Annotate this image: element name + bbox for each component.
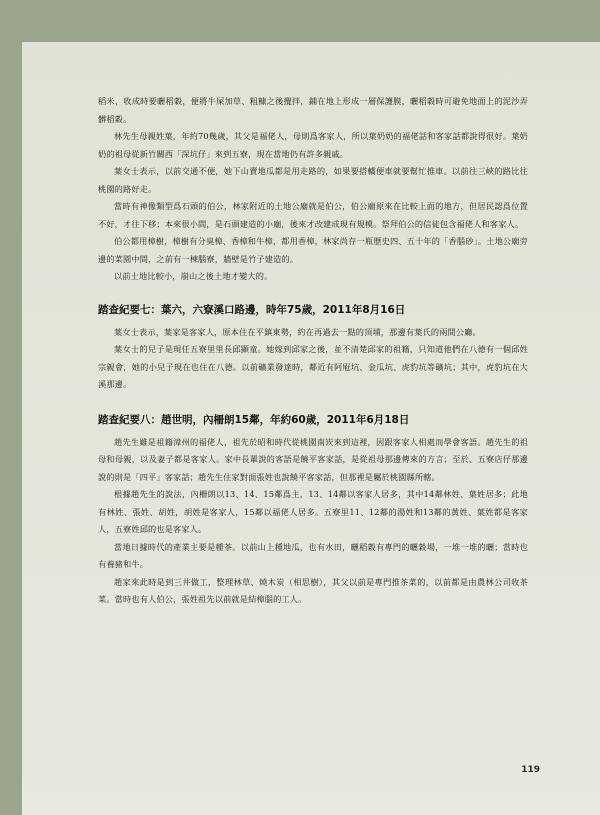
page-number: 119 (521, 765, 540, 775)
section-8-paragraph: 根據趙先生的說法，內柵朗以13、14、15鄰爲主，13、14鄰以客家人居多，其中14鄰林姓、葉姓居多；此地有林姓、張姓、胡姓，胡姓是客家人，15鄰以福佬人居多。五寮里11、12鄰的湯姓和13鄰的黃姓、葉姓都是客家人，五寮姓邱的也是客家人。 (98, 489, 528, 534)
section-7-paragraph: 葉女士的兒子是現任五寮里里長邱顯童。她嫁到邱家之後，並不清楚邱家的祖籍，只知道他們在八德有一個邱姓宗親會，她的小兒子現在也住在八德。以前礦業發達時，鄰近有阿屘坑、金瓜坑、虎豹坑等礦坑；其中，虎豹坑在大溪那邊。 (98, 344, 528, 389)
intro-paragraph: 伯公都用樟樹，樟樹有分臭樟、香樟和牛樟，都用香樟，林家尚存一瓶歷史四、五十年的「香腦砂」。土地公廟旁邊的菜園中間，之前有一棟腦寮，牆壁是竹子建造的。 (98, 236, 528, 264)
section-7-paragraph: 葉女士表示，葉家是客家人，原本住在平鎮東勢，約在再過去一點的頂埔，那邊有葉氏的兩間公廳。 (114, 326, 481, 337)
left-border-band (0, 0, 22, 815)
intro-paragraph: 以前土地比較小，崩山之後土地才變大的。 (114, 271, 273, 281)
top-border-band (0, 0, 600, 42)
intro-paragraph: 稻米，收成時要曬稻穀，便將牛屎加草、粗糠之後攪拌，鋪在地上形成一層保護膜，曬稻穀時可避免地面上的泥沙弄髒稻穀。 (98, 96, 528, 124)
section-8-paragraph: 當地日據時代的產業主要是種茶。以前山上種地瓜，也有水田，曬稻穀有專門的曬穀場，一堆一堆的曬；當時也有養豬和牛。 (98, 541, 528, 569)
section-heading-8: 踏查紀要八：趙世明，內柵朗15鄰，年約60歲，2011年6月18日 (98, 413, 410, 426)
section-8-paragraph: 趙家來此時是到三井做工，整理林草、燒木炭（相思樹），其父以前是專門推茶菜的，以前都是由農林公司收茶菜。當時也有人伯公，張姓祖先以前就是結樟腦的工人。 (98, 576, 528, 604)
section-8-paragraph: 趙先生雖是祖籍漳州的福佬人，祖先於昭和時代從桃園南崁來到這裡，因跟客家人相處而學會客語。趙先生的祖母和母親，以及妻子都是客家人。家中長輩說的客語是饒平客家話，是從祖母那邊傳來的方言；至於、五寮店仔那邊說的則是「四平」客家話；趙先生住家對面張姓也說饒平客家話，但那裡是屬於桃園縣所轄。 (98, 436, 528, 482)
intro-paragraph: 林先生母親姓葉，年約70幾歲，其父是福佬人，母則爲客家人，所以葉奶奶的福佬話和客家話都說得很好。葉奶奶的祖母從新竹關西「深坑仔」來到五寮，現在當地仍有許多親戚。 (98, 131, 528, 159)
intro-paragraph: 葉女士表示，以前交通不便，她下山賣地瓜都是用走路的，如果要搭轎便車就要幫忙推車。以前往三峽的路比往桃園的路好走。 (98, 166, 528, 194)
page-body (98, 93, 528, 609)
intro-paragraph: 當時有神像類型爲石頭的伯公，林家附近的土地公廟就是伯公，伯公廟原來在比較上面的地方，但居民認爲位置不好，才往下移；本來很小間，是石頭建造的小廟，後來才改建成現有規模。祭拜伯公的信徒包含福佬人和客家人。 (98, 201, 528, 229)
section-heading-7: 踏查紀要七：葉六，六寮溪口路邊，時年75歲，2011年8月16日 (98, 303, 406, 316)
